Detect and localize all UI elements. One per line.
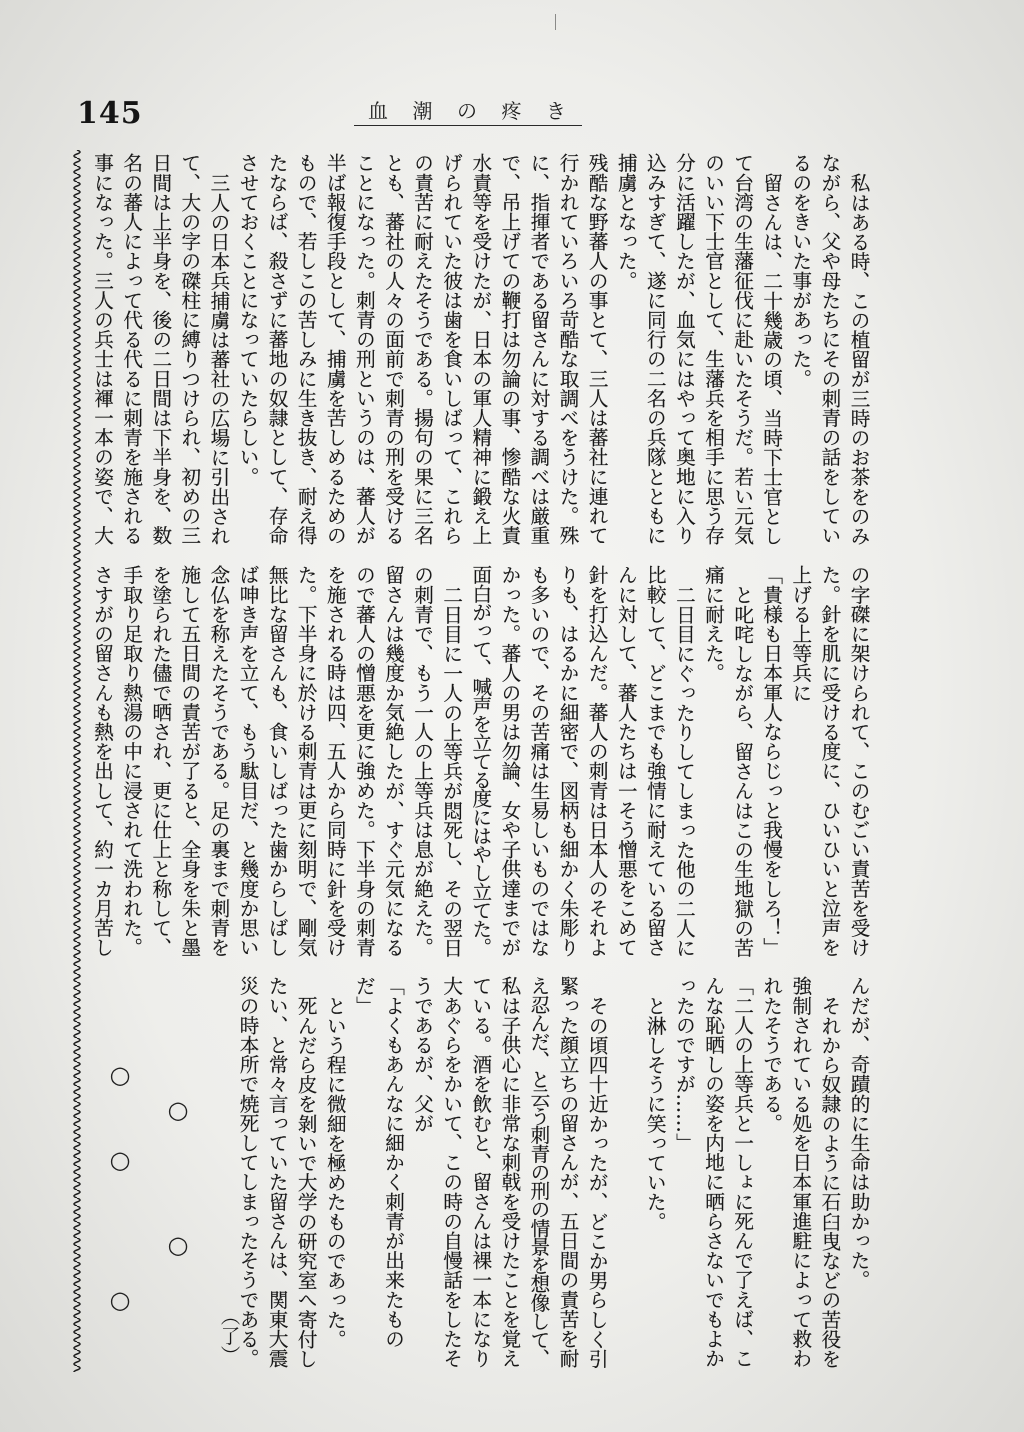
text-line: 水責等を受けたが、日本の軍人精神に鍛え上 [468,153,492,545]
section-mark-circle: ○ [109,1146,131,1174]
text-line: りも、はるかに細密で、図柄も細かく朱彫り [556,565,580,957]
text-line: た。針を肌に受ける度に、ひいひいと泣声を [817,565,841,957]
running-title: 血潮の疼き [368,99,591,123]
text-line: の字磔に架けられて、このむごい責苦を受け [847,565,870,957]
text-line: 針を打込んだ。蕃人の刺青は日本人のそれよ [585,565,609,957]
text-line: の責苦に耐えたそうである。揚句の果に三名 [410,153,434,545]
text-line: 無比な留さんも、食いしばった歯からしばし [265,565,289,957]
text-line: え忍んだ、と云う刺青の刑の情景を想像して、 [526,976,550,1368]
end-mark: （了） [217,1306,240,1365]
text-line: れたそうである。 [759,976,783,1133]
text-line: 痛に耐えた。 [701,565,725,683]
text-line: 残酷な野蕃人の事とて、三人は蕃社に連れて [585,153,609,545]
text-line: 大あぐらをかいて、この時の自慢話をしたそ [439,976,463,1368]
text-line: のいい下士官として、生藩兵を相手に思う存 [701,153,725,545]
text-line: 私はある時、この植留が三時のお茶をのみ [847,172,870,545]
text-line: 二日目にぐったりしてしまった他の二人に [672,584,696,957]
text-line: 二日目に一人の上等兵が悶死し、その翌日 [439,584,463,957]
text-line: 面白がって、喊声を立てる度にはやし立てた。 [468,565,492,957]
text-line: それから奴隷のように石臼曳などの苦役を [817,995,841,1368]
text-line: 手取り足取り熱湯の中に浸されて洗われた。 [119,565,143,957]
text-line: 分に活躍したが、血気にはやって奥地に入り [672,153,696,545]
text-line: に、指揮者である留さんに対する調べは厳重 [526,153,550,545]
text-line: 死んだら皮を剝いで大学の研究室へ寄付し [294,995,318,1368]
title-underline [354,125,582,126]
text-line: んに対して、蕃人たちは一そう憎悪をこめて [614,565,638,957]
text-line: て、大の字の磔柱に縛りつけられ、初めの三 [177,153,201,545]
text-line: さすがの留さんも熱を出して、約一カ月苦し [90,565,114,957]
text-line: 三人の日本兵捕虜は蕃社の広場に引出され [206,172,230,545]
text-line: させておくことになっていたらしい。 [236,153,260,487]
text-line: 「貴様も日本軍人ならじっと我慢をしろ！」 [759,565,783,957]
text-line: 行かれていろいろ苛酷な取調べをうけた。殊 [556,153,580,545]
text-line: うであるが、父が [410,976,434,1133]
text-line: て台湾の生藩征伐に赴いたそうだ。若い元気 [730,153,754,545]
text-line: ている。酒を飲むと、留さんは裸一本になり [468,976,492,1368]
text-line: 強制されている処を日本軍進駐によって救わ [788,976,812,1368]
text-line: だ」 [352,976,376,1016]
section-mark-circle: ○ [167,1096,189,1124]
text-line: 事になった。三人の兵士は褌一本の姿で、大 [90,153,114,545]
text-line: も多いので、その苦痛は生易しいものではな [526,565,550,957]
text-line: ながら、父や母たちにその刺青の話をしてい [817,153,841,545]
text-line: 留さんは、二十幾歳の頃、当時下士官とし [759,172,783,545]
text-line: 「よくもあんなに細かく刺青が出来たもの [381,976,405,1349]
text-line: と淋しそうに笑っていた。 [643,995,667,1231]
text-line: 半ば報復手段として、捕虜を苦しめるための [323,153,347,545]
text-line: 私は子供心に非常な刺戟を受けたことを覚え [497,976,521,1368]
text-line: んだが、奇蹟的に生命は助かった。 [847,976,870,1290]
text-line: で、吊上げての鞭打は勿論の事、惨酷な火責 [497,153,521,545]
text-line: もので、若しこの苦しみに生き抜き、耐え得 [294,153,318,545]
blank-line [611,976,640,1368]
text-line: その頃四十近かったが、どこか男らしく引 [585,995,609,1368]
text-line: 捕虜となった。 [614,153,638,291]
text-line: と叱咤しながら、留さんはこの生地獄の苦 [730,584,754,957]
text-block-upper [87,153,873,545]
text-line: 施して五日間の責苦が了ると、全身を朱と墨 [177,565,201,957]
section-mark-circle: ○ [167,1231,189,1259]
text-line: 緊った顔立ちの留さんが、五日間の責苦を耐 [556,976,580,1368]
text-line: という程に微細を極めたものであった。 [323,995,347,1349]
text-line: たならば、殺さずに蕃地の奴隷として、存命 [265,153,289,545]
text-line: 日間は上半身を、後の二日間は下半身を、数 [148,153,172,545]
text-line: かった。蕃人の男は勿論、女や子供達までが [497,565,521,957]
text-line: 災の時本所で焼死してしまったそうである。 [236,976,260,1368]
wavy-border [70,150,84,1372]
text-block-lower [87,976,873,1368]
text-line: るのをきいた事があった。 [788,153,812,389]
text-line: 留さんは幾度か気絶したが、すぐ元気になる [381,565,405,957]
section-mark-circle: ○ [109,1061,131,1089]
text-line: ったのですが……」 [672,976,696,1153]
text-line: とも、蕃社の人々の面前で刺青の刑を受ける [381,153,405,545]
text-line: 込みすぎて、遂に同行の二名の兵隊とともに [643,153,667,545]
text-line: 名の蕃人によって代る代るに刺青を施される [119,153,143,545]
text-line: た。下半身に於ける刺青は更に刻明で、剛気 [294,565,318,957]
text-line: 比較して、どこまでも強情に耐えている留さ [643,565,667,957]
text-line: げられていた彼は歯を食いしばって、これら [439,153,463,545]
page-number: 145 [77,96,143,131]
text-line: ば呻き声を立て、もう駄目だ、と幾度か思い [236,565,260,957]
text-line: 念仏を称えたそうである。足の裏まで刺青を [206,565,230,957]
scan-artifact [555,14,556,30]
text-line: 上げる上等兵に [788,565,812,703]
text-block-middle [87,565,873,957]
text-line: ので蕃人の憎悪を更に強めた。下半身の刺青 [352,565,376,957]
text-line: 「二人の上等兵と一しょに死んで了えば、こ [730,976,754,1368]
text-line: を塗られた儘で晒され、更に仕上と称して、 [148,565,172,957]
section-mark-circle: ○ [109,1286,131,1314]
text-line: の刺青で、もう一人の上等兵は息が絶えた。 [410,565,434,957]
text-line: んな恥晒しの姿を内地に晒らさないでもよか [701,976,725,1368]
text-line: ことになった。刺青の刑というのは、蕃人が [352,153,376,545]
text-line: たい、と常々言っていた留さんは、関東大震 [265,976,289,1368]
text-line: を施される時は四、五人から同時に針を受け [323,565,347,957]
